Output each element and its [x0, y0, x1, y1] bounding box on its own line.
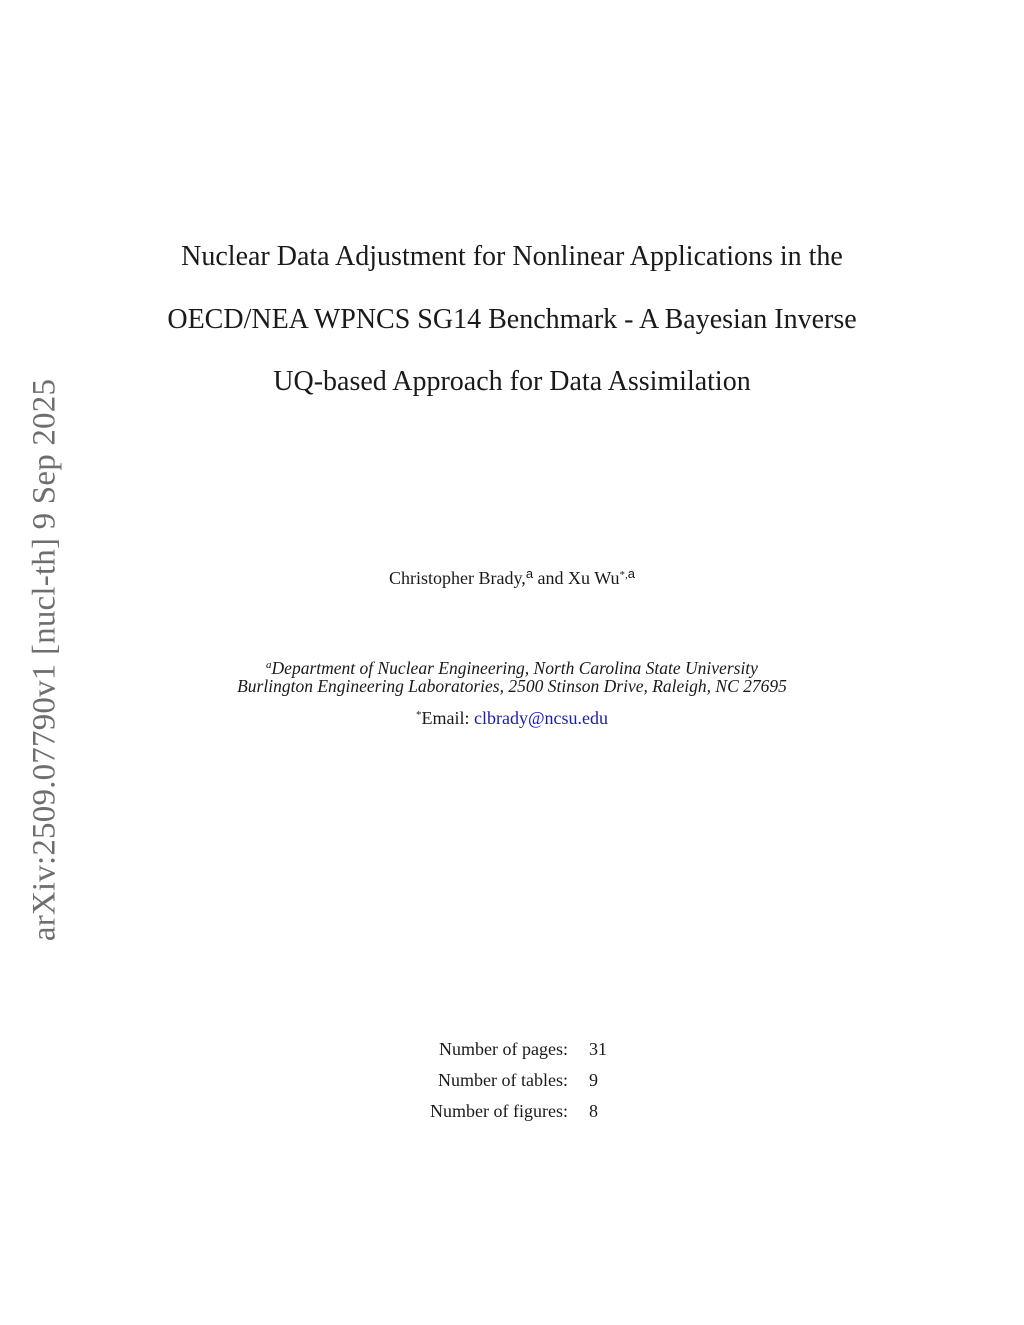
author-1-affiliation-marker: a [525, 566, 534, 581]
paper-title-line-3: UQ-based Approach for Data Assimilation [273, 366, 751, 397]
affiliation-marker: a [266, 659, 272, 671]
count-value-tables: 9 [589, 1070, 598, 1090]
author-name-1: Christopher Brady, [389, 568, 526, 588]
count-row-pages [340, 1037, 607, 1068]
count-label-tables: Number of tables: [438, 1070, 568, 1090]
count-value-pages: 31 [589, 1039, 607, 1059]
manuscript-counts-table [340, 1037, 607, 1130]
affiliation-line-2: Burlington Engineering Laboratories, 2500 Stinson Drive, Raleigh, NC 27695 [237, 676, 787, 696]
contact-email-line [0, 708, 1024, 729]
paper-title-line-1: Nuclear Data Adjustment for Nonlinear Applications in the [181, 241, 843, 272]
author-list [0, 566, 1024, 589]
author-2-corresponding-marker: *, [619, 569, 628, 581]
count-value-figures: 8 [589, 1101, 598, 1121]
email-link[interactable]: clbrady@ncsu.edu [473, 708, 609, 728]
count-label-figures: Number of figures: [430, 1101, 568, 1121]
affiliation-department: Department of Nuclear Engineering, North Carolina State University [271, 658, 758, 678]
count-row-tables [340, 1068, 607, 1099]
arxiv-identifier-text: arXiv:2509.07790v1 [nucl-th] 9 Sep 2025 [26, 378, 63, 942]
paper-title-line-2: OECD/NEA WPNCS SG14 Benchmark - A Bayesian Inverse [167, 304, 857, 335]
author-connector: and [533, 568, 569, 588]
count-row-figures [340, 1099, 607, 1130]
email-label: Email: [421, 708, 474, 728]
count-label-pages: Number of pages: [439, 1039, 568, 1059]
author-name-2: Xu Wu [568, 568, 620, 588]
corresponding-marker: * [415, 709, 422, 721]
author-2-affiliation-marker: a [627, 566, 635, 581]
